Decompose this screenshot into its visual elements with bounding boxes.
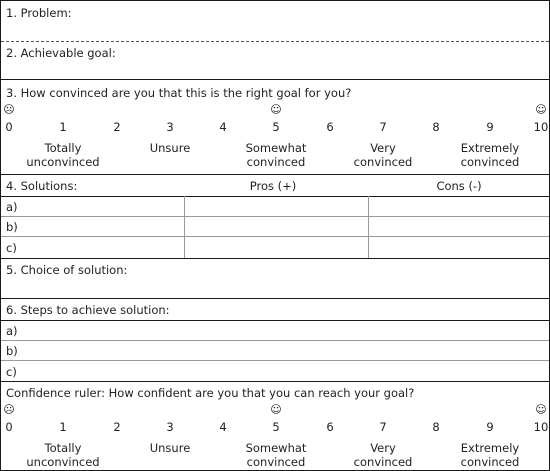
conviction-scale-anchor: [461, 141, 520, 169]
goal-section[interactable]: [1, 41, 549, 79]
solutions-header-row: [1, 174, 549, 196]
step-row[interactable]: [1, 360, 549, 381]
solution-row-label: b): [6, 220, 18, 234]
anchor-line-1: Somewhat: [245, 441, 307, 455]
steps-label: 6. Steps to achieve solution:: [6, 303, 170, 317]
confidence-scale-point-1[interactable]: 1: [59, 420, 67, 434]
solution-row[interactable]: [1, 236, 549, 258]
confidence-question: Confidence ruler: How confident are you that you can reach your goal?: [6, 386, 415, 400]
step-row-label: b): [6, 344, 18, 358]
confidence-scale-anchor: [246, 441, 307, 469]
confidence-scale-point-10[interactable]: 10: [533, 420, 549, 434]
conviction-scale-point-9[interactable]: 9: [486, 120, 494, 134]
conviction-scale-point-10[interactable]: 10: [533, 120, 549, 134]
anchor-line-2: unconvinced: [26, 455, 100, 469]
step-row-label: c): [6, 365, 17, 379]
choice-section[interactable]: [1, 258, 549, 298]
conviction-scale-anchor: [26, 141, 99, 169]
step-row[interactable]: [1, 340, 549, 360]
anchor-line-1: Unsure: [149, 141, 191, 155]
anchor-line-2: convinced: [353, 155, 413, 169]
conviction-scale-anchor: [246, 141, 307, 169]
anchor-line-1: Very: [370, 441, 396, 455]
anchor-line-2: convinced: [246, 155, 306, 169]
confidence-scale-anchor: [461, 441, 520, 469]
confidence-ruler-section: [1, 381, 549, 470]
anchor-line-2: convinced: [460, 455, 520, 469]
anchor-line-1: Totally: [44, 141, 82, 155]
conviction-scale-point-6[interactable]: 6: [326, 120, 334, 134]
conviction-scale-point-0[interactable]: 0: [5, 120, 13, 134]
step-row-label: a): [6, 324, 18, 338]
conviction-scale-point-8[interactable]: 8: [432, 120, 440, 134]
solutions-label: 4. Solutions:: [6, 179, 78, 193]
steps-header-row: [1, 298, 549, 320]
conviction-scale-point-4[interactable]: 4: [219, 120, 227, 134]
problem-label: 1. Problem:: [6, 6, 72, 20]
confidence-scale-anchor: [354, 441, 413, 469]
conviction-scale-point-2[interactable]: 2: [113, 120, 121, 134]
solution-row-label: c): [6, 241, 17, 255]
conviction-scale-anchor: [150, 141, 191, 155]
confidence-scale-point-5[interactable]: 5: [272, 420, 280, 434]
solution-row-label: a): [6, 200, 18, 214]
confidence-scale-point-6[interactable]: 6: [326, 420, 334, 434]
anchor-line-2: convinced: [246, 455, 306, 469]
confidence-scale-point-8[interactable]: 8: [432, 420, 440, 434]
happy-face-icon: ☺: [535, 103, 547, 116]
conviction-scale-point-3[interactable]: 3: [166, 120, 174, 134]
conviction-scale-point-1[interactable]: 1: [59, 120, 67, 134]
happy-face-icon: ☺: [535, 403, 547, 416]
anchor-line-1: Somewhat: [245, 141, 307, 155]
conviction-scale-anchor: [354, 141, 413, 169]
neutral-face-icon: ☺: [270, 403, 282, 416]
sad-face-icon: ☹: [3, 103, 15, 116]
anchor-line-1: Totally: [44, 441, 82, 455]
neutral-face-icon: ☺: [270, 103, 282, 116]
anchor-line-2: unconvinced: [26, 155, 100, 169]
cons-column-divider: [368, 196, 369, 258]
confidence-scale-point-0[interactable]: 0: [5, 420, 13, 434]
cons-header: Cons (-): [436, 179, 482, 193]
conviction-question: 3. How convinced are you that this is the right goal for you?: [6, 86, 352, 100]
anchor-line-1: Unsure: [149, 441, 191, 455]
goal-label: 2. Achievable goal:: [6, 46, 116, 60]
conviction-scale-point-7[interactable]: 7: [379, 120, 387, 134]
anchor-line-1: Very: [370, 141, 396, 155]
anchor-line-1: Extremely: [460, 141, 520, 155]
problem-section[interactable]: [1, 1, 549, 41]
confidence-scale-point-9[interactable]: 9: [486, 420, 494, 434]
sad-face-icon: ☹: [3, 403, 15, 416]
conviction-scale-section: [1, 79, 549, 174]
anchor-line-1: Extremely: [460, 441, 520, 455]
confidence-scale-point-7[interactable]: 7: [379, 420, 387, 434]
solution-row[interactable]: [1, 216, 549, 236]
solution-row[interactable]: [1, 196, 549, 216]
confidence-scale-point-2[interactable]: 2: [113, 420, 121, 434]
confidence-scale-point-4[interactable]: 4: [219, 420, 227, 434]
confidence-scale-anchor: [150, 441, 191, 455]
pros-header: Pros (+): [249, 179, 297, 193]
anchor-line-2: convinced: [460, 155, 520, 169]
confidence-scale-point-3[interactable]: 3: [166, 420, 174, 434]
anchor-line-2: convinced: [353, 455, 413, 469]
pros-column-divider: [184, 196, 185, 258]
conviction-scale-point-5[interactable]: 5: [272, 120, 280, 134]
confidence-scale-anchor: [26, 441, 99, 469]
choice-label: 5. Choice of solution:: [6, 263, 128, 277]
step-row[interactable]: [1, 320, 549, 340]
